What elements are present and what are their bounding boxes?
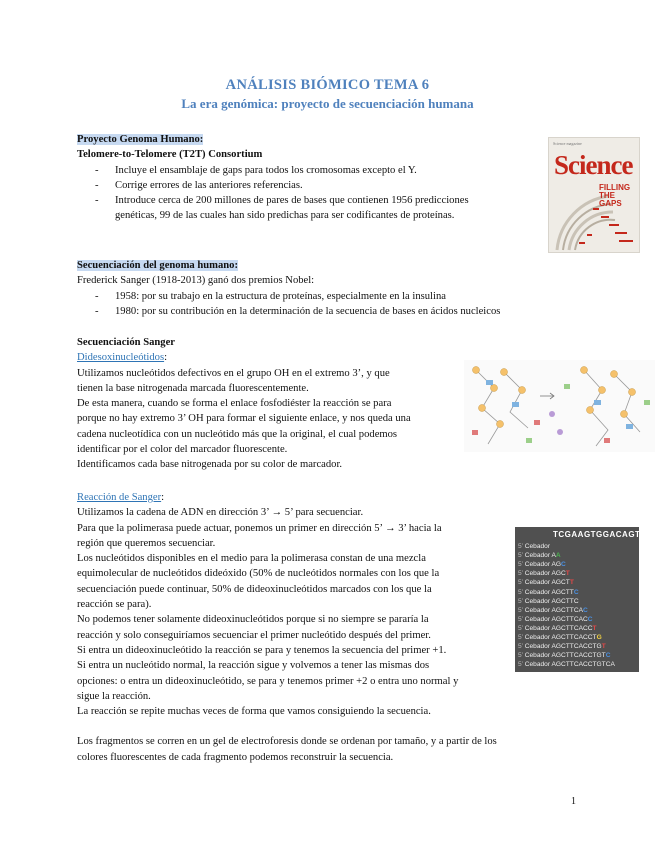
para2-line: Si entra un dideoxinucleótido la reacción se para y tenemos la secuencia del primer +1.	[77, 644, 447, 656]
para2-line: sigue la reacción.	[77, 690, 151, 702]
gel-row: 5’ Cebador AGCT	[518, 570, 570, 578]
para2-line: región que queremos secuenciar.	[77, 537, 216, 549]
document-title: ANÁLISIS BIÓMICO TEMA 6	[225, 77, 430, 93]
para2-line: Para que la polimerasa puede actuar, ponemos un primer en dirección 5’ → 3’ hacia la	[77, 522, 442, 534]
section2-block	[77, 258, 500, 319]
para3-line: Los fragmentos se corren en un gel de electroforesis donde se ordenan por tamaño, y a partir de los	[77, 736, 497, 748]
science-cover-image	[548, 137, 640, 253]
section1-bullet: - Introduce cerca de 200 millones de pares de bases que contienen 1956 predicciones	[77, 193, 469, 208]
section1-block	[77, 132, 469, 224]
para2-line: equimolecular de nucleótidos dideóxido (50% de nucleótidos normales con los que la	[77, 568, 440, 580]
para1-line: identificar por el color del marcador fluorescente.	[77, 444, 288, 456]
template-sequence: TCGAAGTGGACAGT	[553, 530, 641, 539]
gel-row: 5’ Cebador AGCTTC	[518, 588, 579, 596]
section1-subheading: Telomere-to-Telomere (T2T) Consortium	[77, 149, 263, 161]
section1-bullet: - Corrige errores de las anteriores referencias.	[77, 178, 469, 193]
para2-line: reacción se para).	[77, 599, 152, 611]
section1-heading: Proyecto Genoma Humano:	[77, 134, 204, 145]
section3-heading: Secuenciación Sanger	[77, 337, 175, 348]
para1-line: De esta manera, cuando se forma el enlace fosfodiéster la reacción se para	[77, 398, 392, 410]
para1-line: cadena nucleotídica con un nucleótido más que la original, el cual podemos	[77, 428, 398, 440]
gel-row: 5’ Cebador AGCTTCACCTGTCA	[518, 661, 615, 669]
section1-bullet: - Incluye el ensamblaje de gaps para todos los cromosomas excepto el Y.	[77, 163, 469, 178]
sanger-reaction-link[interactable]: Reacción de Sanger	[77, 492, 162, 503]
para2-line: reacción y solo conseguiríamos secuenciar el primer nucleótido después del primer.	[77, 629, 431, 641]
para1-line: Identificamos cada base nitrogenada por su color de marcador.	[77, 459, 343, 471]
section2-bullet: - 1958: por su trabajo en la estructura de proteínas, especialmente en la insulina	[77, 289, 500, 304]
sanger-sequencing-image	[515, 527, 639, 672]
para2-line: opciones: o entra un dideoxinucleótido, se para y tenemos primer +2 o entra uno normal y	[77, 675, 459, 687]
para2-line: La reacción se repite muchas veces de forma que vamos consiguiendo la secuencia.	[77, 706, 431, 718]
page-number: 1	[571, 796, 576, 807]
para2-line: secuenciación puede continuar, 50% de dideoxinucleótidos marcados con los que la	[77, 583, 432, 595]
para1-line: tienen la base nitrogenada marcada fluorescentemente.	[77, 382, 309, 394]
section2-intro: Frederick Sanger (1918-2013) ganó dos premios Nobel:	[77, 275, 315, 287]
gel-row: 5’ Cebador AGC	[518, 561, 566, 569]
section3-sanger-block: Reacción de Sanger: Utilizamos la cadena de ADN en dirección 3’ → 5’ para secuenciar. Para que la polimerasa puede actuar, ponemos un primer en dirección 5’ → 3’ hacia la región que queremos secuenciar. Los nucleótidos disponibles en el medio para la polimerasa constan de una mezcla equimolecular de nucleótidos dideóxido (50% de nucleótidos normales con los que la secuenciación puede continuar, 50% de dideoxinucleótidos marcados con los que la reacción se para). No podemos tener solamente dideoxinucleótidos porque si no siempre se pararía la reacción y solo conseguiríamos secuenciar el primer nucleótido después del primer. Si entra un dideoxinucleótido la reacción se para y tenemos la secuencia del primer +1. Si entra un nucleótido normal, la reacción sigue y volvemos a tener las mismas dos opciones: o entra un dideoxinucleótido, se para y tenemos primer +2 o entra uno normal y sigue la reacción. La reacción se repite muchas veces de forma que vamos consiguiendo la secuencia. Los fragmentos se corren en un gel de electroforesis donde se ordenan por tamaño, y a partir de los colores fluorescentes de cada fragmento podemos reconstruir la secuencia.	[77, 490, 497, 765]
gel-row: 5’ Cebador AGCTTCAC	[518, 606, 588, 614]
para2-line: Si entra un nucleótido normal, la reacción sigue y volvemos a tener las mismas dos	[77, 660, 430, 672]
para3-line: colores fluorescentes de cada fragmento podemos reconstruir la secuencia.	[77, 751, 394, 763]
section2-bullet: - 1980: por su contribución en la determinación de la secuencia de bases en ácidos nucleicos	[77, 304, 500, 319]
cover-masthead: Science	[554, 150, 633, 180]
gel-row: 5’ Cebador AGCTTCACCTGT	[518, 643, 606, 651]
document-subtitle: La era genómica: proyecto de secuenciación humana	[181, 96, 474, 111]
gel-row: 5’ Cebador AGCTTCACC	[518, 615, 593, 623]
para1-line: porque no hay extremo 3’ OH para formar el siguiente enlace, y nos queda una	[77, 413, 411, 425]
gel-row: 5’ Cebador AGCTTC	[518, 597, 579, 605]
para1-line: Utilizamos nucleótidos defectivos en el grupo OH en el extremo 3’, y que	[77, 367, 390, 379]
dideoxynucleotide-diagram	[464, 360, 655, 452]
section3-block: Secuenciación Sanger Didesoxinucleótidos: Utilizamos nucleótidos defectivos en el grupo OH en el extremo 3’, y que tienen la base nitrogenada marcada fluorescentemente. De esta manera, cuando se forma el enlace fosfodiéster la reacción se para porque no hay extremo 3’ OH para formar el siguiente enlace, y nos queda una cadena nucleotídica con un nucleótido más que la original, el cual podemos identificar por el color del marcador fluorescente. Identificamos cada base nitrogenada por su color de marcador.	[77, 335, 411, 473]
gel-row: 5’ Cebador AA	[518, 552, 561, 560]
para2-line: Utilizamos la cadena de ADN en dirección 3’ → 5’ para secuenciar.	[77, 507, 364, 519]
cover-top-text: Science magazine	[553, 141, 582, 146]
dideoxy-link[interactable]: Didesoxinucleótidos	[77, 352, 165, 364]
section1-bullet-continued: genéticas, 99 de las cuales han sido predichas para ser codificantes de proteínas.	[115, 210, 455, 222]
para2-line: No podemos tener solamente dideoxinucleótidos porque si no siempre se pararía la	[77, 614, 429, 626]
gel-row: 5’ Cebador	[518, 543, 551, 550]
para2-line: Los nucleótidos disponibles en el medio para la polimerasa constan de una mezcla	[77, 553, 426, 565]
gel-row: 5’ Cebador AGCTTCACCT	[518, 624, 597, 632]
section2-heading: Secuenciación del genoma humano:	[77, 260, 238, 271]
gel-row: 5’ Cebador AGCTTCACCTGTC	[518, 652, 611, 660]
cover-headline: FILLING THE GAPS	[599, 183, 631, 208]
gel-row: 5’ Cebador AGCTTCACCTG	[518, 634, 602, 641]
gel-row: 5’ Cebador AGCTT	[518, 579, 574, 587]
